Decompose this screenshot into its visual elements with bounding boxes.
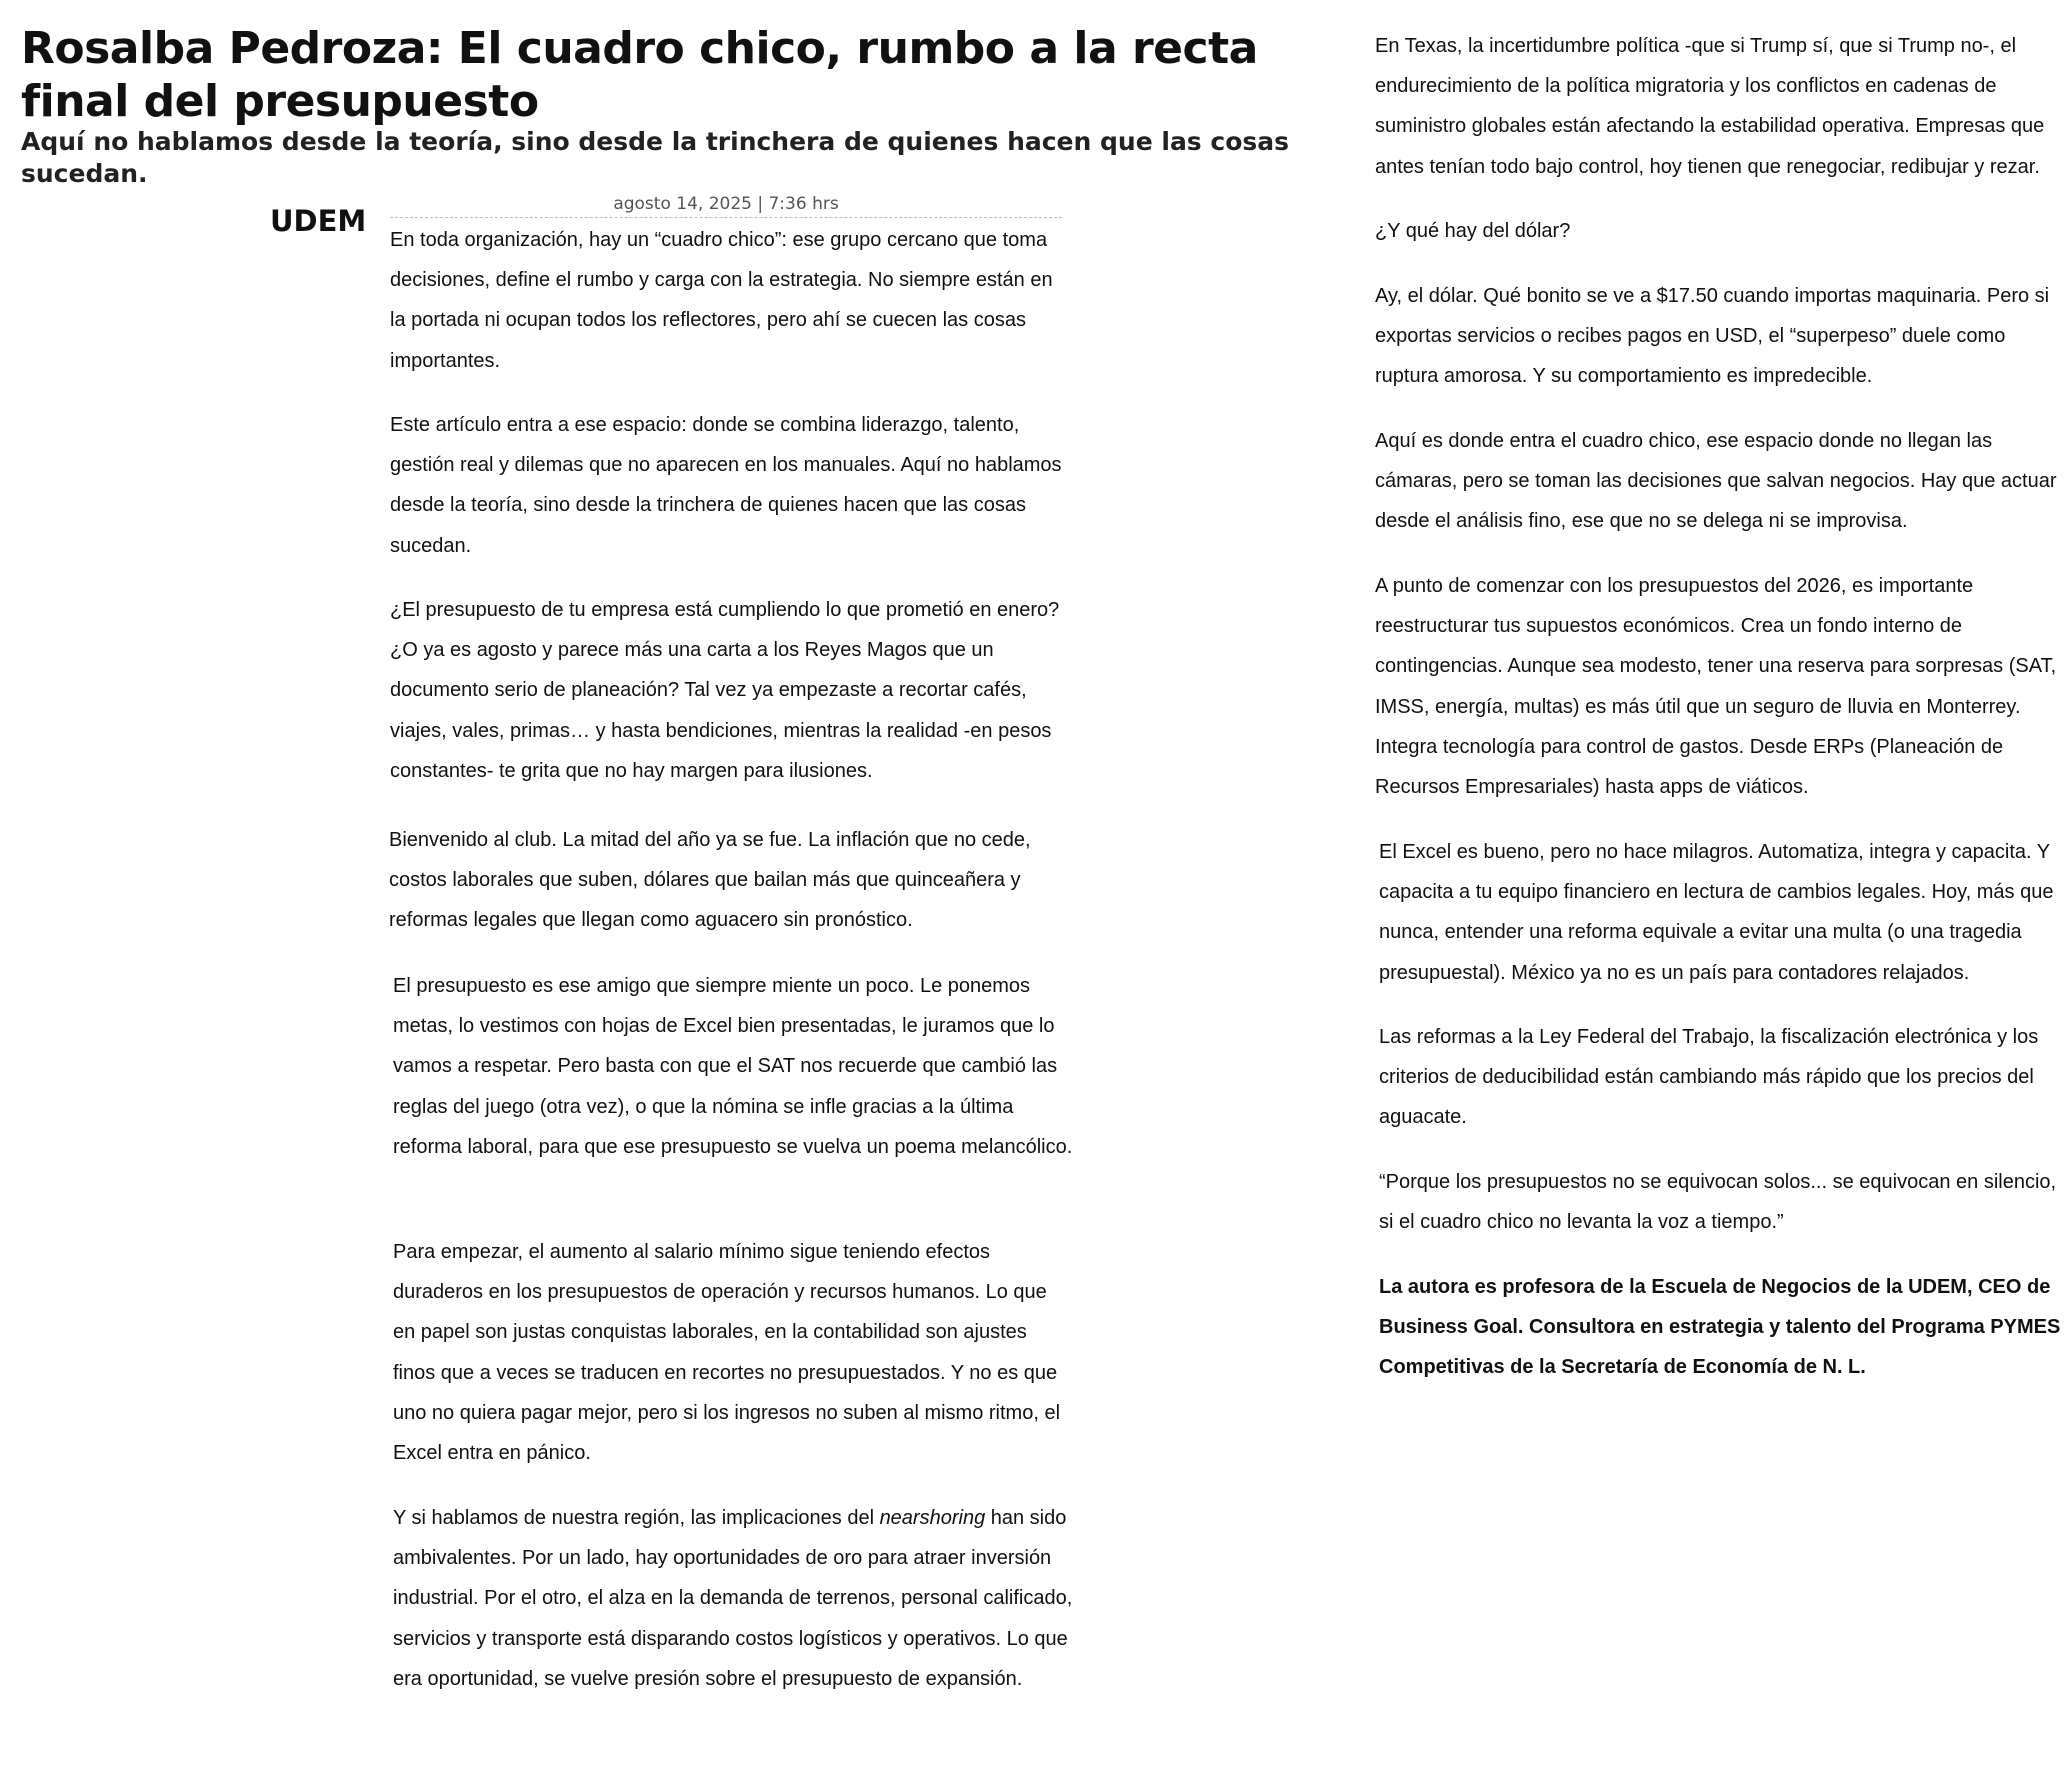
emphasis-term: nearshoring — [879, 1507, 986, 1529]
paragraph: ¿El presupuesto de tu empresa está cumpliendo lo que prometió en enero? ¿O ya es agosto y parece más una carta a los Reyes Magos que un documento serio de planeación? Tal vez ya empezaste a recortar cafés, viajes, vales, primas… y hasta bendiciones, mientras la realidad -en pesos constantes- te grita que no hay margen para ilusiones. — [390, 599, 1060, 782]
paragraph: El presupuesto es ese amigo que siempre miente un poco. Le ponemos metas, lo vestimos con hojas de Excel bien presentadas, le juramos que lo vamos a respetar. Pero basta con que el SAT nos recuerde que cambió las reglas del juego (otra vez), o que la nómina se infle gracias a la última reforma laboral, para que ese presupuesto se vuelva un poema melancólico. — [393, 975, 1073, 1158]
paragraph-text: han sido ambivalentes. Por un lado, hay oportunidades de oro para atraer inversión industrial. Por el otro, el alza en la demanda de terrenos, personal calificado, servicios y transporte está disparando costos logísticos y operativos. Lo que era oportunidad, se vuelve presión sobre el presupuesto de expansión. — [393, 1507, 1073, 1690]
article-title: Rosalba Pedroza: El cuadro chico, rumbo a la recta final del presupuesto — [21, 23, 1258, 127]
author-tag: UDEM — [270, 204, 367, 238]
author-bio: La autora es profesora de la Escuela de Negocios de la UDEM, CEO de Business Goal. Consultora en estrategia y talento del Programa PYMES Competitivas de la Secretaría de Economía de N. L. — [1379, 1276, 2061, 1379]
paragraph: El Excel es bueno, pero no hace milagros. Automatiza, integra y capacita. Y capacita a tu equipo financiero en lectura de cambios legales. Hoy, más que nunca, entender una reforma equivale a evitar una multa (o una tragedia presupuestal). México ya no es un país para contadores relajados. — [1379, 841, 2054, 984]
paragraph: Para empezar, el aumento al salario mínimo sigue teniendo efectos duraderos en los presupuestos de operación y recursos humanos. Lo que en papel son justas conquistas laborales, en la contabilidad son ajustes finos que a veces se traducen en recortes no presupuestados. Y no es que uno no quiera pagar mejor, pero si los ingresos no suben al mismo ritmo, el Excel entra en pánico. — [393, 1241, 1061, 1465]
paragraph — [393, 1498, 1073, 1699]
paragraph: Este artículo entra a ese espacio: donde se combina liderazgo, talento, gestión real y dilemas que no aparecen en los manuales. Aquí no hablamos desde la teoría, sino desde la trinchera de quienes hacen que las cosas sucedan. — [390, 414, 1062, 557]
paragraph: Las reformas a la Ley Federal del Trabajo, la fiscalización electrónica y los criterios de deducibilidad están cambiando más rápido que los precios del aguacate. — [1379, 1026, 2039, 1129]
paragraph: ¿Y qué hay del dólar? — [1375, 220, 1571, 242]
paragraph-text: Y si hablamos de nuestra región, las implicaciones del — [393, 1507, 880, 1529]
paragraph: Aquí es donde entra el cuadro chico, ese espacio donde no llegan las cámaras, pero se toman las decisiones que salvan negocios. Hay que actuar desde el análisis fino, ese que no se delega ni se improvisa. — [1375, 430, 2057, 533]
paragraph: Ay, el dólar. Qué bonito se ve a $17.50 cuando importas maquinaria. Pero si exportas servicios o recibes pagos en USD, el “superpeso” duele como ruptura amorosa. Y su comportamiento es impredecible. — [1375, 285, 2050, 388]
publish-date: agosto 14, 2025 | 7:36 hrs — [390, 193, 1062, 218]
paragraph: En toda organización, hay un “cuadro chico”: ese grupo cercano que toma decisiones, define el rumbo y carga con la estrategia. No siempre están en la portada ni ocupan todos los reflectores, pero ahí se cuecen las cosas importantes. — [390, 229, 1053, 372]
article-subtitle: Aquí no hablamos desde la teoría, sino desde la trinchera de quienes hacen que las cosas sucedan. — [21, 127, 1290, 188]
paragraph: A punto de comenzar con los presupuestos del 2026, es importante reestructurar tus supuestos económicos. Crea un fondo interno de contingencias. Aunque sea modesto, tener una reserva para sorpresas (SAT, IMSS, energía, multas) es más útil que un seguro de lluvia en Monterrey. Integra tecnología para control de gastos. Desde ERPs (Planeación de Recursos Empresariales) hasta apps de viáticos. — [1375, 575, 2057, 799]
paragraph: Bienvenido al club. La mitad del año ya se fue. La inflación que no cede, costos laborales que suben, dólares que bailan más que quinceañera y reformas legales que llegan como aguacero sin pronóstico. — [389, 829, 1031, 932]
pull-quote: “Porque los presupuestos no se equivocan solos... se equivocan en silencio, si el cuadro chico no levanta la voz a tiempo.” — [1379, 1171, 2057, 1234]
paragraph: En Texas, la incertidumbre política -que si Trump sí, que si Trump no-, el endurecimiento de la política migratoria y los conflictos en cadenas de suministro globales están afectando la estabilidad operativa. Empresas que antes tenían todo bajo control, hoy tienen que renegociar, redibujar y rezar. — [1375, 35, 2045, 178]
